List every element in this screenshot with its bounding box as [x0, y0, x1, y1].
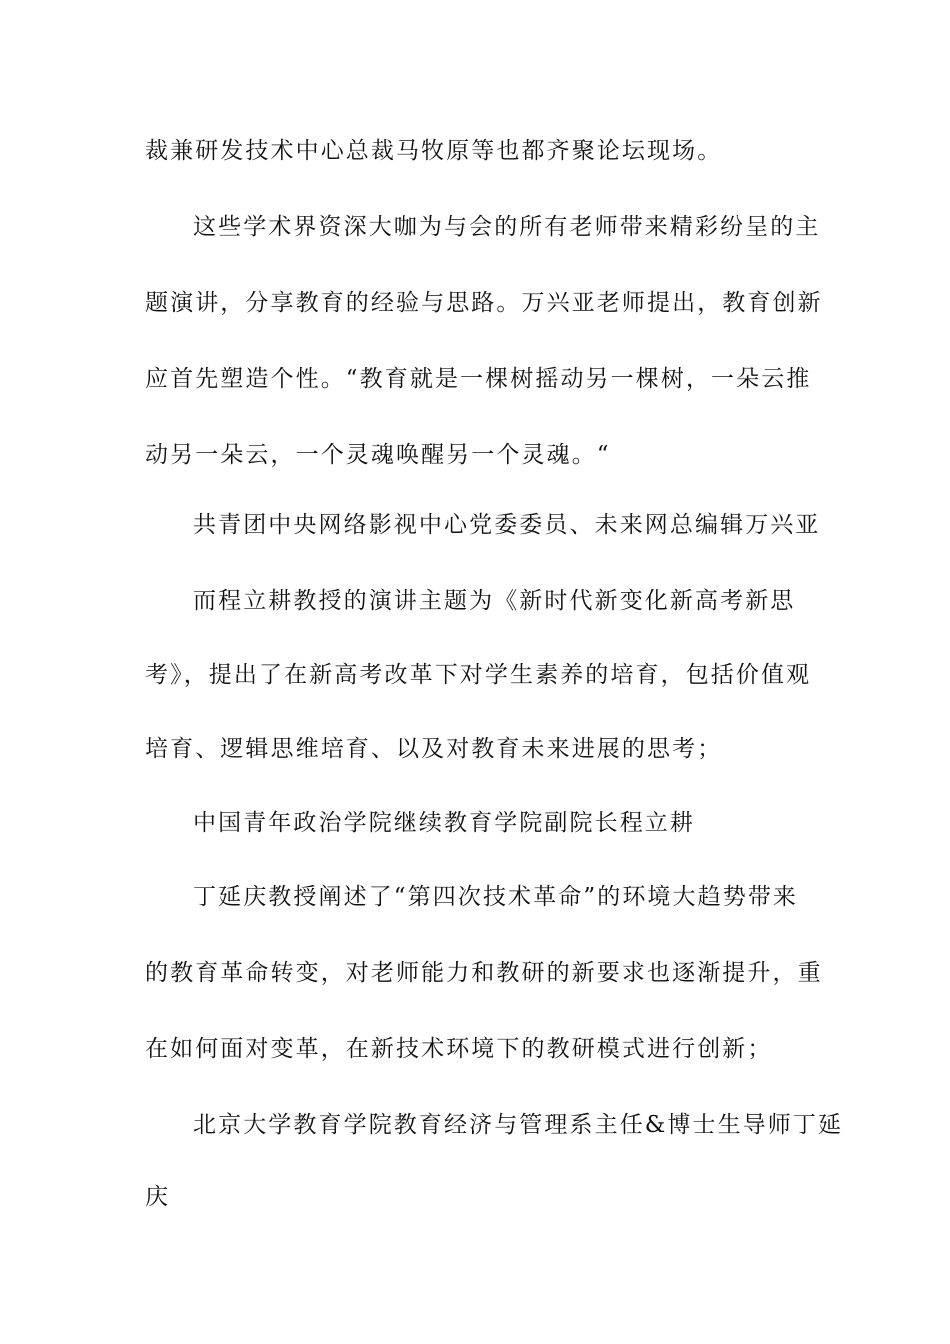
paragraph-line: 题演讲，分享教育的经验与思路。万兴亚老师提出，教育创新 [145, 290, 823, 316]
paragraph-first-line: 而程立耕教授的演讲主题为《新时代新变化新高考新思 [193, 588, 796, 614]
photo-caption: 中国青年政治学院继续教育学院副院长程立耕 [193, 810, 695, 836]
photo-caption: 北京大学教育学院教育经济与管理系主任&博士生导师丁延 [193, 1112, 844, 1138]
paragraph-line: 应首先塑造个性。“教育就是一棵树摇动另一棵树，一朵云推 [145, 366, 812, 392]
paragraph-line: 考》，提出了在新高考改革下对学生素养的培育，包括价值观 [145, 662, 812, 688]
photo-caption-continuation: 庆 [145, 1184, 171, 1210]
photo-caption: 共青团中央网络影视中心党委委员、未来网总编辑万兴亚 [193, 512, 821, 538]
paragraph-line: 培育、逻辑思维培育、以及对教育未来进展的思考； [145, 736, 723, 762]
paragraph-first-line: 这些学术界资深大咖为与会的所有老师带来精彩纷呈的主 [193, 214, 821, 240]
paragraph-line: 在如何面对变革，在新技术环境下的教研模式进行创新； [145, 1036, 773, 1062]
paragraph-continuation-line: 裁兼研发技术中心总裁马牧原等也都齐聚论坛现场。 [145, 138, 723, 164]
paragraph-first-line: 丁延庆教授阐述了“第四次技术革命”的环境大趋势带来 [193, 884, 799, 910]
paragraph-line: 的教育革命转变，对老师能力和教研的新要求也逐渐提升，重 [145, 960, 823, 986]
paragraph-line: 动另一朵云，一个灵魂唤醒另一个灵魂。“ [145, 442, 611, 468]
